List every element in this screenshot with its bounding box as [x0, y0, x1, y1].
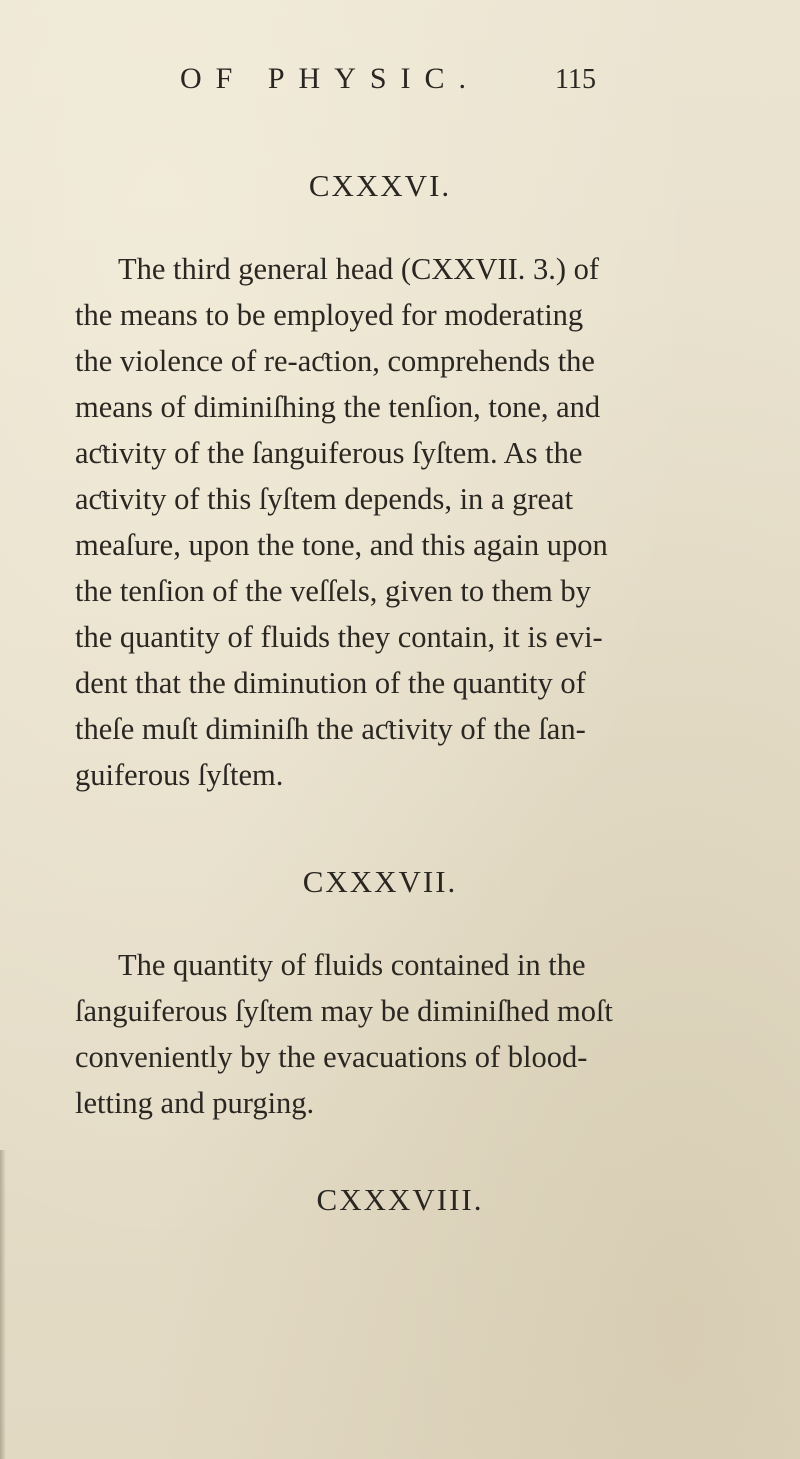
text-line: the tenſion of the veſſels, given to them by	[75, 574, 591, 608]
text-line: conveniently by the evacuations of blood-	[75, 1040, 588, 1074]
text-line: meaſure, upon the tone, and this again upon	[75, 528, 608, 562]
text-line: the violence of re-aƈtion, comprehends the	[75, 344, 595, 378]
text-line: guiferous ſyſtem.	[75, 758, 284, 792]
text-line: The third general head (CXXVII. 3.) of	[118, 252, 600, 286]
text-line: the quantity of fluids they contain, it is evi-	[75, 620, 603, 654]
text-line: the means to be employed for moderating	[75, 298, 584, 332]
text-line: means of diminiſhing the tenſion, tone, and	[75, 390, 601, 424]
text-line: theſe muſt diminiſh the aƈtivity of the ſan-	[75, 712, 586, 746]
page-number: 115	[555, 64, 596, 95]
text-line: dent that the diminution of the quantity of	[75, 666, 586, 700]
text-line: aƈtivity of this ſyſtem depends, in a great	[75, 482, 574, 516]
text-line: The quantity of fluids contained in the	[118, 948, 586, 982]
section-heading-cxxxvii: CXXXVII.	[302, 864, 458, 899]
section-heading-cxxxvi: CXXXVI.	[308, 168, 452, 203]
text-line: letting and purging.	[75, 1086, 315, 1120]
page-edge-shadow	[0, 1150, 6, 1459]
section-heading-cxxxviii: CXXXVIII.	[316, 1182, 484, 1217]
running-head: OF PHYSIC.	[180, 62, 481, 95]
text-line: aƈtivity of the ſanguiferous ſyſtem. As the	[75, 436, 583, 470]
text-line: ſanguiferous ſyſtem may be diminiſhed moſt	[75, 994, 613, 1028]
